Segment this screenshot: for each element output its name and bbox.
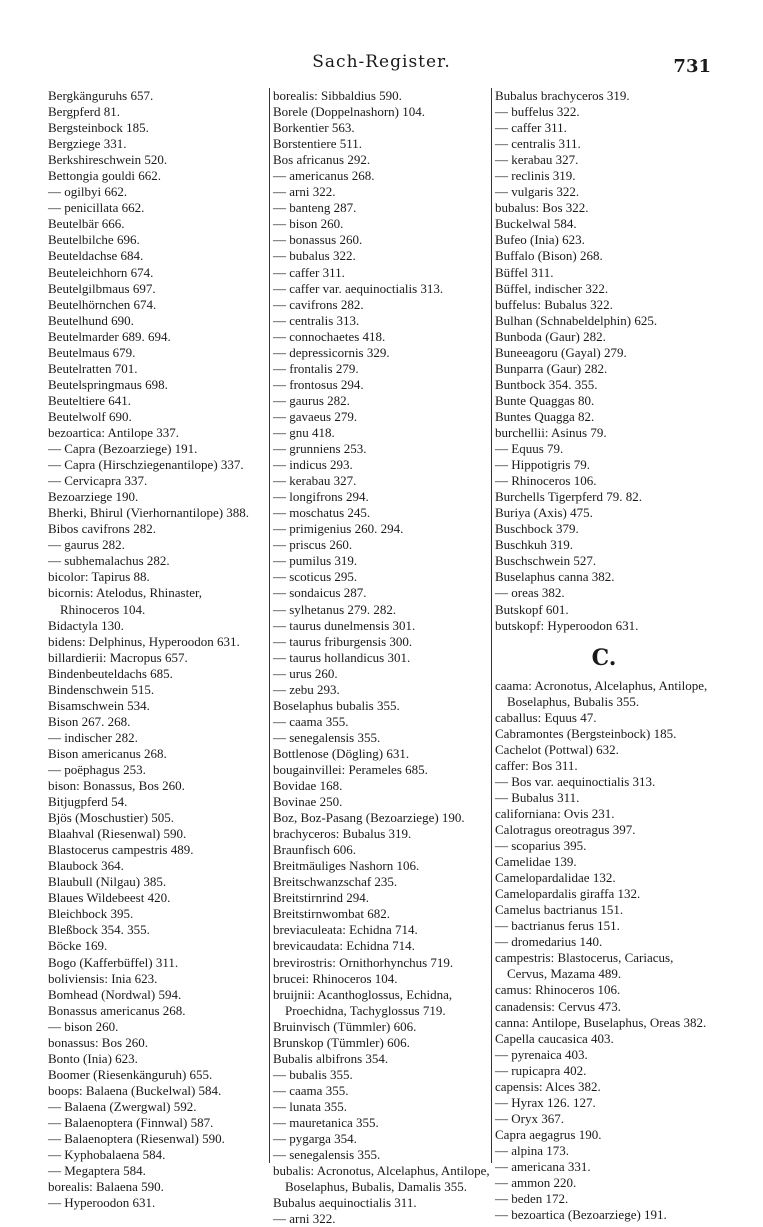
- index-entry: Bidactyla 130.: [48, 617, 124, 633]
- index-entry: Bufeo (Inia) 623.: [495, 232, 585, 248]
- index-entry: campestris: Blastocerus, Cariacus, Cervus, Mazama 489.: [495, 950, 674, 982]
- index-entry: — Balaenoptera (Riesenwal) 590.: [48, 1131, 225, 1147]
- index-entry: — taurus hollandicus 301.: [273, 649, 411, 665]
- index-entry: Calotragus oreotragus 397.: [495, 822, 636, 838]
- index-entry: — bison 260.: [48, 1018, 119, 1034]
- index-entry: Borkentier 563.: [273, 120, 355, 136]
- page-header: [0, 52, 763, 82]
- page-number: 731: [673, 56, 711, 77]
- index-entry: — bactrianus ferus 151.: [495, 918, 620, 934]
- index-entry: — oreas 382.: [495, 585, 565, 601]
- index-entry: Beuteltiere 641.: [48, 392, 132, 408]
- index-entry: — americana 331.: [495, 1159, 591, 1174]
- index-entry: — longifrons 294.: [273, 489, 369, 505]
- index-entry: Bovinae 250.: [273, 794, 343, 810]
- index-entry: Breitstirnrind 294.: [273, 890, 370, 906]
- index-entry: Bubalus brachyceros 319.: [495, 88, 630, 103]
- index-entry: bonassus: Bos 260.: [48, 1034, 149, 1050]
- index-entry: Buriya (Axis) 475.: [495, 505, 593, 521]
- index-entry: — senegalensis 355.: [273, 729, 381, 745]
- index-entry: — Equus 79.: [495, 441, 564, 457]
- index-entry: Camelidae 139.: [495, 854, 577, 870]
- index-entry: Beuteleichhorn 674.: [48, 264, 154, 280]
- index-entry: — sondaicus 287.: [273, 585, 367, 601]
- index-entry: Borstentiere 511.: [273, 136, 363, 152]
- index-entry: — rupicapra 402.: [495, 1062, 587, 1078]
- index-entry: Beutelgilbmaus 697.: [48, 280, 156, 296]
- index-entry: canadensis: Cervus 473.: [495, 998, 622, 1014]
- index-entry: — depressicornis 329.: [273, 344, 390, 360]
- index-entry: — connochaetes 418.: [273, 328, 386, 344]
- index-entry: — bonassus 260.: [273, 232, 363, 248]
- index-entry: — subhemalachus 282.: [48, 553, 170, 569]
- index-entry: Blaues Wildebeest 420.: [48, 890, 171, 906]
- index-entry: — Capra (Bezoarziege) 191.: [48, 441, 198, 457]
- index-entry: bicornis: Atelodus, Rhinaster, Rhinoceros 104.: [48, 585, 203, 617]
- index-entry: — lunata 355.: [273, 1098, 348, 1114]
- index-entry: Bubalus aequinoctialis 311.: [273, 1195, 417, 1211]
- index-entry: — Hippotigris 79.: [495, 457, 590, 473]
- index-entry: — bubalis 355.: [273, 1066, 353, 1082]
- index-entry: Berkshireschwein 520.: [48, 152, 168, 168]
- index-entry: — gaurus 282.: [273, 392, 350, 408]
- index-entry: — caffer 311.: [495, 120, 567, 136]
- index-entry: Burchells Tigerpferd 79. 82.: [495, 489, 642, 505]
- index-entry: — Cervicapra 337.: [48, 473, 148, 489]
- index-entry: — Kyphobalaena 584.: [48, 1147, 166, 1163]
- index-entry: — Balaenoptera (Finnwal) 587.: [48, 1115, 214, 1130]
- index-entry: — frontalis 279.: [273, 360, 359, 376]
- index-entry: Beutelwolf 690.: [48, 408, 132, 424]
- index-entry: — Bubalus 311.: [495, 789, 580, 805]
- index-entry: — bezoartica (Bezoarziege) 191.: [495, 1207, 667, 1223]
- index-entry: Bherki, Bhirul (Vierhornantilope) 388.: [48, 505, 250, 521]
- index-entry: Beutelmaus 679.: [48, 344, 136, 360]
- index-entry: Camelus bactrianus 151.: [495, 902, 624, 918]
- index-entry: — beden 172.: [495, 1191, 569, 1207]
- index-entry: — arni 322.: [273, 184, 336, 200]
- index-entry: burchellii: Asinus 79.: [495, 424, 607, 440]
- index-entry: Büffel 311.: [495, 264, 554, 280]
- index-entry: Büffel, indischer 322.: [495, 280, 609, 296]
- index-entry: borealis: Sibbaldius 590.: [273, 88, 402, 103]
- index-entry: Bleßbock 354. 355.: [48, 922, 150, 938]
- index-entry: — bison 260.: [273, 216, 344, 232]
- index-entry: canna: Antilope, Buselaphus, Oreas 382.: [495, 1014, 707, 1030]
- index-entry: borealis: Balaena 590.: [48, 1179, 164, 1195]
- index-entry: camus: Rhinoceros 106.: [495, 982, 621, 998]
- index-entry: — bubalus 322.: [273, 248, 356, 264]
- index-entry: — caffer var. aequinoctialis 313.: [273, 280, 444, 296]
- index-entry: — mauretanica 355.: [273, 1115, 379, 1130]
- index-entry: — taurus dunelmensis 301.: [273, 617, 416, 633]
- index-entry: — taurus friburgensis 300.: [273, 633, 413, 649]
- index-entry: — primigenius 260. 294.: [273, 521, 404, 537]
- index-entry: — ammon 220.: [495, 1175, 577, 1191]
- index-entry: bison: Bonassus, Bos 260.: [48, 778, 185, 794]
- index-entry: — ogilbyi 662.: [48, 184, 128, 200]
- index-entry: — priscus 260.: [273, 537, 353, 553]
- index-entry: Braunfisch 606.: [273, 842, 357, 858]
- index-entry: Bubalis albifrons 354.: [273, 1050, 389, 1066]
- index-entry: — Megaptera 584.: [48, 1163, 146, 1179]
- index-entry: Cabramontes (Bergsteinbock) 185.: [495, 725, 677, 741]
- index-entry: Blastocerus campestris 489.: [48, 842, 194, 858]
- index-entry: — pyrenaica 403.: [495, 1046, 588, 1062]
- index-entry: Buffalo (Bison) 268.: [495, 248, 603, 264]
- index-entry: Bunte Quaggas 80.: [495, 392, 595, 408]
- index-entry: Beutelhund 690.: [48, 312, 134, 328]
- index-entry: — urus 260.: [273, 665, 338, 681]
- index-entry: Buschbock 379.: [495, 521, 579, 537]
- index-entry: Beutelmarder 689. 694.: [48, 328, 171, 344]
- index-entry: Bogo (Kafferbüffel) 311.: [48, 954, 179, 970]
- index-entry: Blaubull (Nilgau) 385.: [48, 874, 167, 890]
- index-entry: Bonto (Inia) 623.: [48, 1050, 138, 1066]
- index-entry: Bisamschwein 534.: [48, 697, 150, 713]
- index-entry: Beuteldachse 684.: [48, 248, 144, 264]
- index-entry: — caama 355.: [273, 1082, 349, 1098]
- index-entry: — centralis 311.: [495, 136, 581, 152]
- index-entry: Bergsteinbock 185.: [48, 120, 149, 136]
- index-entry: Bison americanus 268.: [48, 745, 167, 761]
- index-entry: Bulhan (Schnabeldelphin) 625.: [495, 312, 658, 328]
- index-entry: Bibos cavifrons 282.: [48, 521, 156, 537]
- index-entry: — moschatus 245.: [273, 505, 371, 521]
- index-entry: — caffer 311.: [273, 264, 345, 280]
- index-entry: Bindenschwein 515.: [48, 681, 155, 697]
- index-entry: Buselaphus canna 382.: [495, 569, 615, 585]
- index-entry: Buntbock 354. 355.: [495, 376, 598, 392]
- index-entry: — reclinis 319.: [495, 168, 576, 184]
- index-column-2: [269, 88, 491, 1227]
- index-entry: caballus: Equus 47.: [495, 709, 597, 725]
- index-entry: Buschschwein 527.: [495, 553, 597, 569]
- index-entry: — vulgaris 322.: [495, 184, 580, 200]
- index-entry: Bison 267. 268.: [48, 713, 131, 729]
- index-entry: — caama 355.: [273, 713, 349, 729]
- running-title: Sach-Register.: [312, 52, 451, 72]
- index-entry: bubalis: Acronotus, Alcelaphus, Antilope, Boselaphus, Bubalis, Damalis 355.: [273, 1163, 490, 1195]
- index-entry: Camelopardalis giraffa 132.: [495, 886, 641, 902]
- index-column-1: [48, 88, 260, 1211]
- index-entry: Beutelspringmaus 698.: [48, 376, 168, 392]
- index-entry: — penicillata 662.: [48, 200, 145, 216]
- index-entry: Buntes Quagga 82.: [495, 408, 595, 424]
- index-entry: Bergkänguruhs 657.: [48, 88, 154, 103]
- index-entry: — kerabau 327.: [273, 473, 357, 489]
- index-entry: — Capra (Hirschziegenantilope) 337.: [48, 457, 244, 473]
- index-entry: — Oryx 367.: [495, 1110, 564, 1126]
- index-entry: — gnu 418.: [273, 424, 335, 440]
- index-entry: billardierii: Macropus 657.: [48, 649, 188, 665]
- index-entry: — frontosus 294.: [273, 376, 364, 392]
- index-entry: — indicus 293.: [273, 457, 353, 473]
- index-entry: Blaubock 364.: [48, 858, 124, 874]
- index-entry: Brunskop (Tümmler) 606.: [273, 1034, 410, 1050]
- index-entry: Bruinvisch (Tümmler) 606.: [273, 1018, 417, 1034]
- index-entry: Bonassus americanus 268.: [48, 1002, 186, 1018]
- section-letter: C.: [591, 644, 617, 671]
- index-entry: buffelus: Bubalus 322.: [495, 296, 613, 312]
- index-entry: Camelopardalidae 132.: [495, 870, 616, 886]
- index-entry: Breitmäuliges Nashorn 106.: [273, 858, 420, 874]
- index-entry: bruijnii: Acanthoglossus, Echidna, Proechidna, Tachyglossus 719.: [273, 986, 453, 1018]
- index-entry: Bergpferd 81.: [48, 104, 120, 120]
- index-entry: — scoparius 395.: [495, 838, 587, 854]
- index-entry: californiana: Ovis 231.: [495, 805, 615, 821]
- index-entry: — zebu 293.: [273, 681, 340, 697]
- index-entry: — indischer 282.: [48, 729, 138, 745]
- index-entry: Capra aegagrus 190.: [495, 1126, 602, 1142]
- index-entry: Breitschwanzschaf 235.: [273, 874, 398, 890]
- index-entry: — arni 322.: [273, 1211, 336, 1227]
- index-entry: boliviensis: Inia 623.: [48, 970, 158, 986]
- index-entry: Beutelbär 666.: [48, 216, 125, 232]
- index-entry: butskopf: Hyperoodon 631.: [495, 617, 639, 633]
- index-entry: Bottlenose (Dögling) 631.: [273, 745, 410, 761]
- index-entry: Boselaphus bubalis 355.: [273, 697, 400, 713]
- index-entry: capensis: Alces 382.: [495, 1078, 601, 1094]
- index-entry: — Balaena (Zwergwal) 592.: [48, 1098, 197, 1114]
- index-entry: Breitstirnwombat 682.: [273, 906, 390, 922]
- index-entry: — kerabau 327.: [495, 152, 579, 168]
- index-entry: Buneeagoru (Gayal) 279.: [495, 344, 627, 360]
- index-entry: boops: Balaena (Buckelwal) 584.: [48, 1082, 222, 1098]
- index-entry: — gavaeus 279.: [273, 408, 358, 424]
- index-entry: — alpina 173.: [495, 1142, 570, 1158]
- index-entry: Capella caucasica 403.: [495, 1030, 614, 1046]
- index-entry: — gaurus 282.: [48, 537, 125, 553]
- index-entry: Buckelwal 584.: [495, 216, 577, 232]
- index-entry: Boomer (Riesenkänguruh) 655.: [48, 1066, 213, 1082]
- index-entry: Bindenbeuteldachs 685.: [48, 665, 173, 681]
- index-entry: — pygarga 354.: [273, 1131, 357, 1147]
- index-entry: Böcke 169.: [48, 938, 108, 954]
- index-entry: bubalus: Bos 322.: [495, 200, 589, 216]
- index-entry: Bunparra (Gaur) 282.: [495, 360, 608, 376]
- index-entry: — americanus 268.: [273, 168, 375, 184]
- index-entry: bicolor: Tapirus 88.: [48, 569, 150, 585]
- index-entry: — dromedarius 140.: [495, 934, 603, 950]
- index-entry: Bitjugpferd 54.: [48, 794, 128, 810]
- index-entry: — Hyrax 126. 127.: [495, 1094, 596, 1110]
- index-entry: — senegalensis 355.: [273, 1147, 381, 1163]
- index-entry: bezoartica: Antilope 337.: [48, 424, 180, 440]
- index-entry: brevirostris: Ornithorhynchus 719.: [273, 954, 454, 970]
- index-entry: bidens: Delphinus, Hyperoodon 631.: [48, 633, 240, 649]
- index-entry: Bunboda (Gaur) 282.: [495, 328, 606, 344]
- index-entry: — cavifrons 282.: [273, 296, 364, 312]
- index-entry: Beutelratten 701.: [48, 360, 138, 376]
- index-entry: — pumilus 319.: [273, 553, 358, 569]
- index-entry: Boz, Boz-Pasang (Bezoarziege) 190.: [273, 810, 465, 826]
- index-entry: Bleichbock 395.: [48, 906, 134, 922]
- index-entry: Beutelhörnchen 674.: [48, 296, 157, 312]
- index-column-3: [491, 88, 713, 1223]
- index-entry: brevicaudata: Echidna 714.: [273, 938, 415, 954]
- index-entry: caffer: Bos 311.: [495, 757, 578, 773]
- index-entry: — banteng 287.: [273, 200, 357, 216]
- index-entry: Bezoarziege 190.: [48, 489, 139, 505]
- index-entry: Blaahval (Riesenwal) 590.: [48, 826, 187, 842]
- index-entry: — sylhetanus 279. 282.: [273, 601, 397, 617]
- index-entry: — buffelus 322.: [495, 104, 580, 120]
- index-entry: Bettongia gouldi 662.: [48, 168, 162, 184]
- index-entry: Cachelot (Pottwal) 632.: [495, 741, 619, 757]
- index-entry: Beutelbilche 696.: [48, 232, 140, 248]
- index-entry: Bergziege 331.: [48, 136, 127, 152]
- index-entry: — centralis 313.: [273, 312, 360, 328]
- index-entry: — Bos var. aequinoctialis 313.: [495, 773, 656, 789]
- index-entry: Bovidae 168.: [273, 778, 343, 794]
- index-entry: Buschkuh 319.: [495, 537, 573, 553]
- index-entry: brachyceros: Bubalus 319.: [273, 826, 412, 842]
- index-entry: Butskopf 601.: [495, 601, 569, 617]
- index-entry: — Hyperoodon 631.: [48, 1195, 156, 1211]
- index-entry: Bjös (Moschustier) 505.: [48, 810, 175, 826]
- index-entry: — poëphagus 253.: [48, 761, 146, 777]
- index-entry: breviaculeata: Echidna 714.: [273, 922, 418, 938]
- index-entry: Borele (Doppelnashorn) 104.: [273, 104, 425, 120]
- index-entry: — Rhinoceros 106.: [495, 473, 597, 489]
- index-entry: caama: Acronotus, Alcelaphus, Antilope, Boselaphus, Bubalis 355.: [495, 677, 708, 709]
- index-entry: Bomhead (Nordwal) 594.: [48, 986, 182, 1002]
- index-entry: bougainvillei: Perameles 685.: [273, 761, 428, 777]
- index-entry: — grunniens 253.: [273, 441, 367, 457]
- index-entry: brucei: Rhinoceros 104.: [273, 970, 398, 986]
- index-entry: Bos africanus 292.: [273, 152, 371, 168]
- index-entry: — scoticus 295.: [273, 569, 358, 585]
